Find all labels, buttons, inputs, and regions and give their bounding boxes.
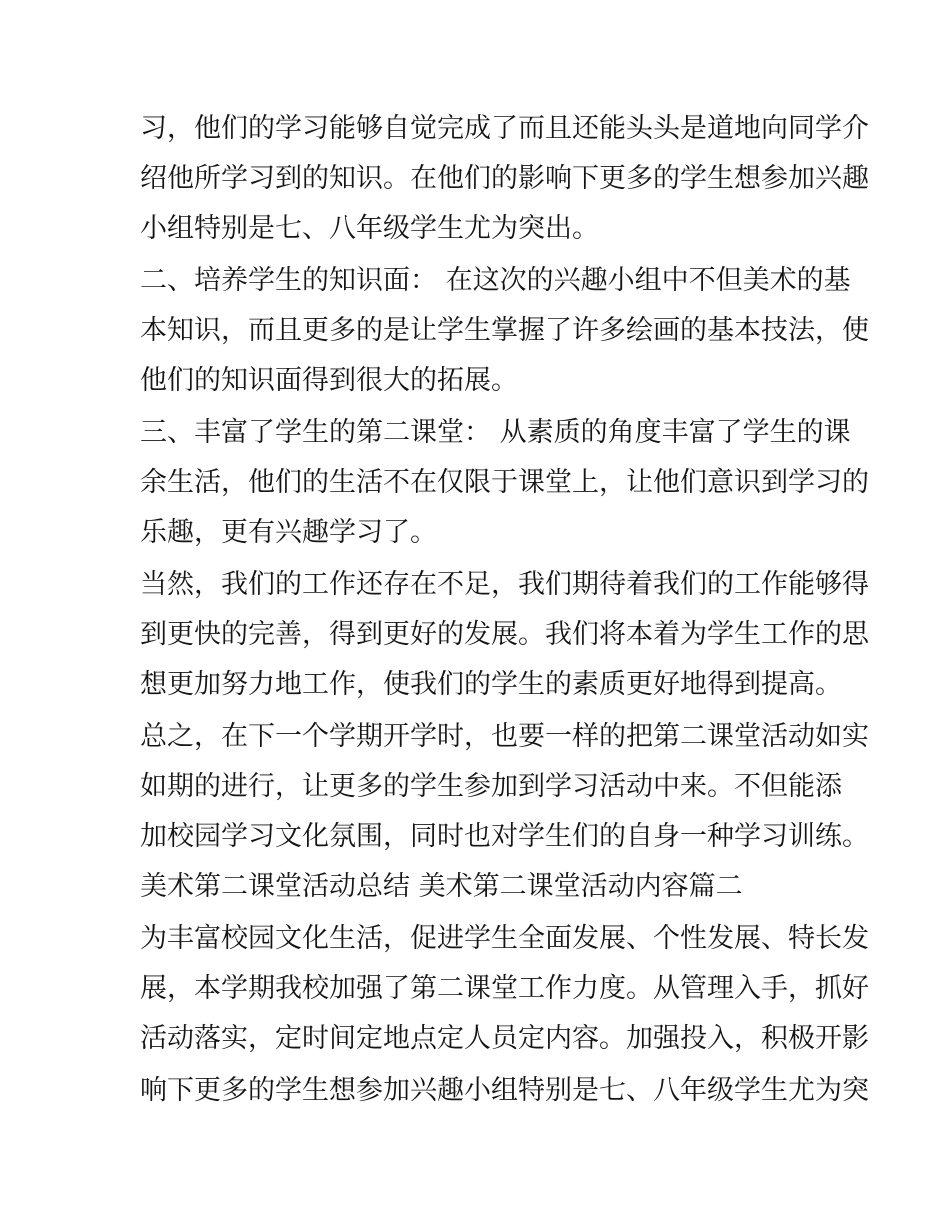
text-line-14: 如期的进行，让更多的学生参加到学习活动中来。不但能添 [140,771,842,802]
text-line-17: 为丰富校园文化生活，促进学生全面发展、个性发展、特长发 [140,923,869,954]
text-line-11: 到更快的完善，得到更好的发展。我们将本着为学生工作的思 [140,619,869,650]
text-line-18: 展，本学期我校加强了第二课堂工作力度。从管理入手，抓好 [140,973,869,1004]
text-line-3: 小组特别是七、八年级学生尤为突出。 [140,213,599,244]
text-line-12: 想更加努力地工作，使我们的学生的素质更好地得到提高。 [140,669,842,700]
text-line-6: 他们的知识面得到很大的拓展。 [140,365,518,396]
text-line-9: 乐趣，更有兴趣学习了。 [140,517,437,548]
text-line-7: 三、丰富了学生的第二课堂： 从素质的角度丰富了学生的课 [140,417,851,448]
text-line-1: 习，他们的学习能够自觉完成了而且还能头头是道地向同学介 [140,113,869,144]
text-line-13: 总之，在下一个学期开学时，也要一样的把第二课堂活动如实 [140,721,869,752]
text-line-5: 本知识，而且更多的是让学生掌握了许多绘画的基本技法，使 [140,315,869,346]
text-line-8: 余生活，他们的生活不在仅限于课堂上，让他们意识到学习的 [140,467,869,498]
text-line-10: 当然，我们的工作还存在不足，我们期待着我们的工作能够得 [140,569,869,600]
section-heading: 美术第二课堂活动总结 美术第二课堂活动内容篇二 [140,871,743,902]
text-line-20: 响下更多的学生想参加兴趣小组特别是七、八年级学生尤为突 [140,1075,869,1106]
text-line-15: 加校园学习文化氛围，同时也对学生们的自身一种学习训练。 [140,821,869,852]
text-line-4: 二、培养学生的知识面： 在这次的兴趣小组中不但美术的基 [140,265,851,296]
text-line-19: 活动落实，定时间定地点定人员定内容。加强投入，积极开影 [140,1023,869,1054]
text-line-2: 绍他所学习到的知识。在他们的影响下更多的学生想参加兴趣 [140,163,869,194]
